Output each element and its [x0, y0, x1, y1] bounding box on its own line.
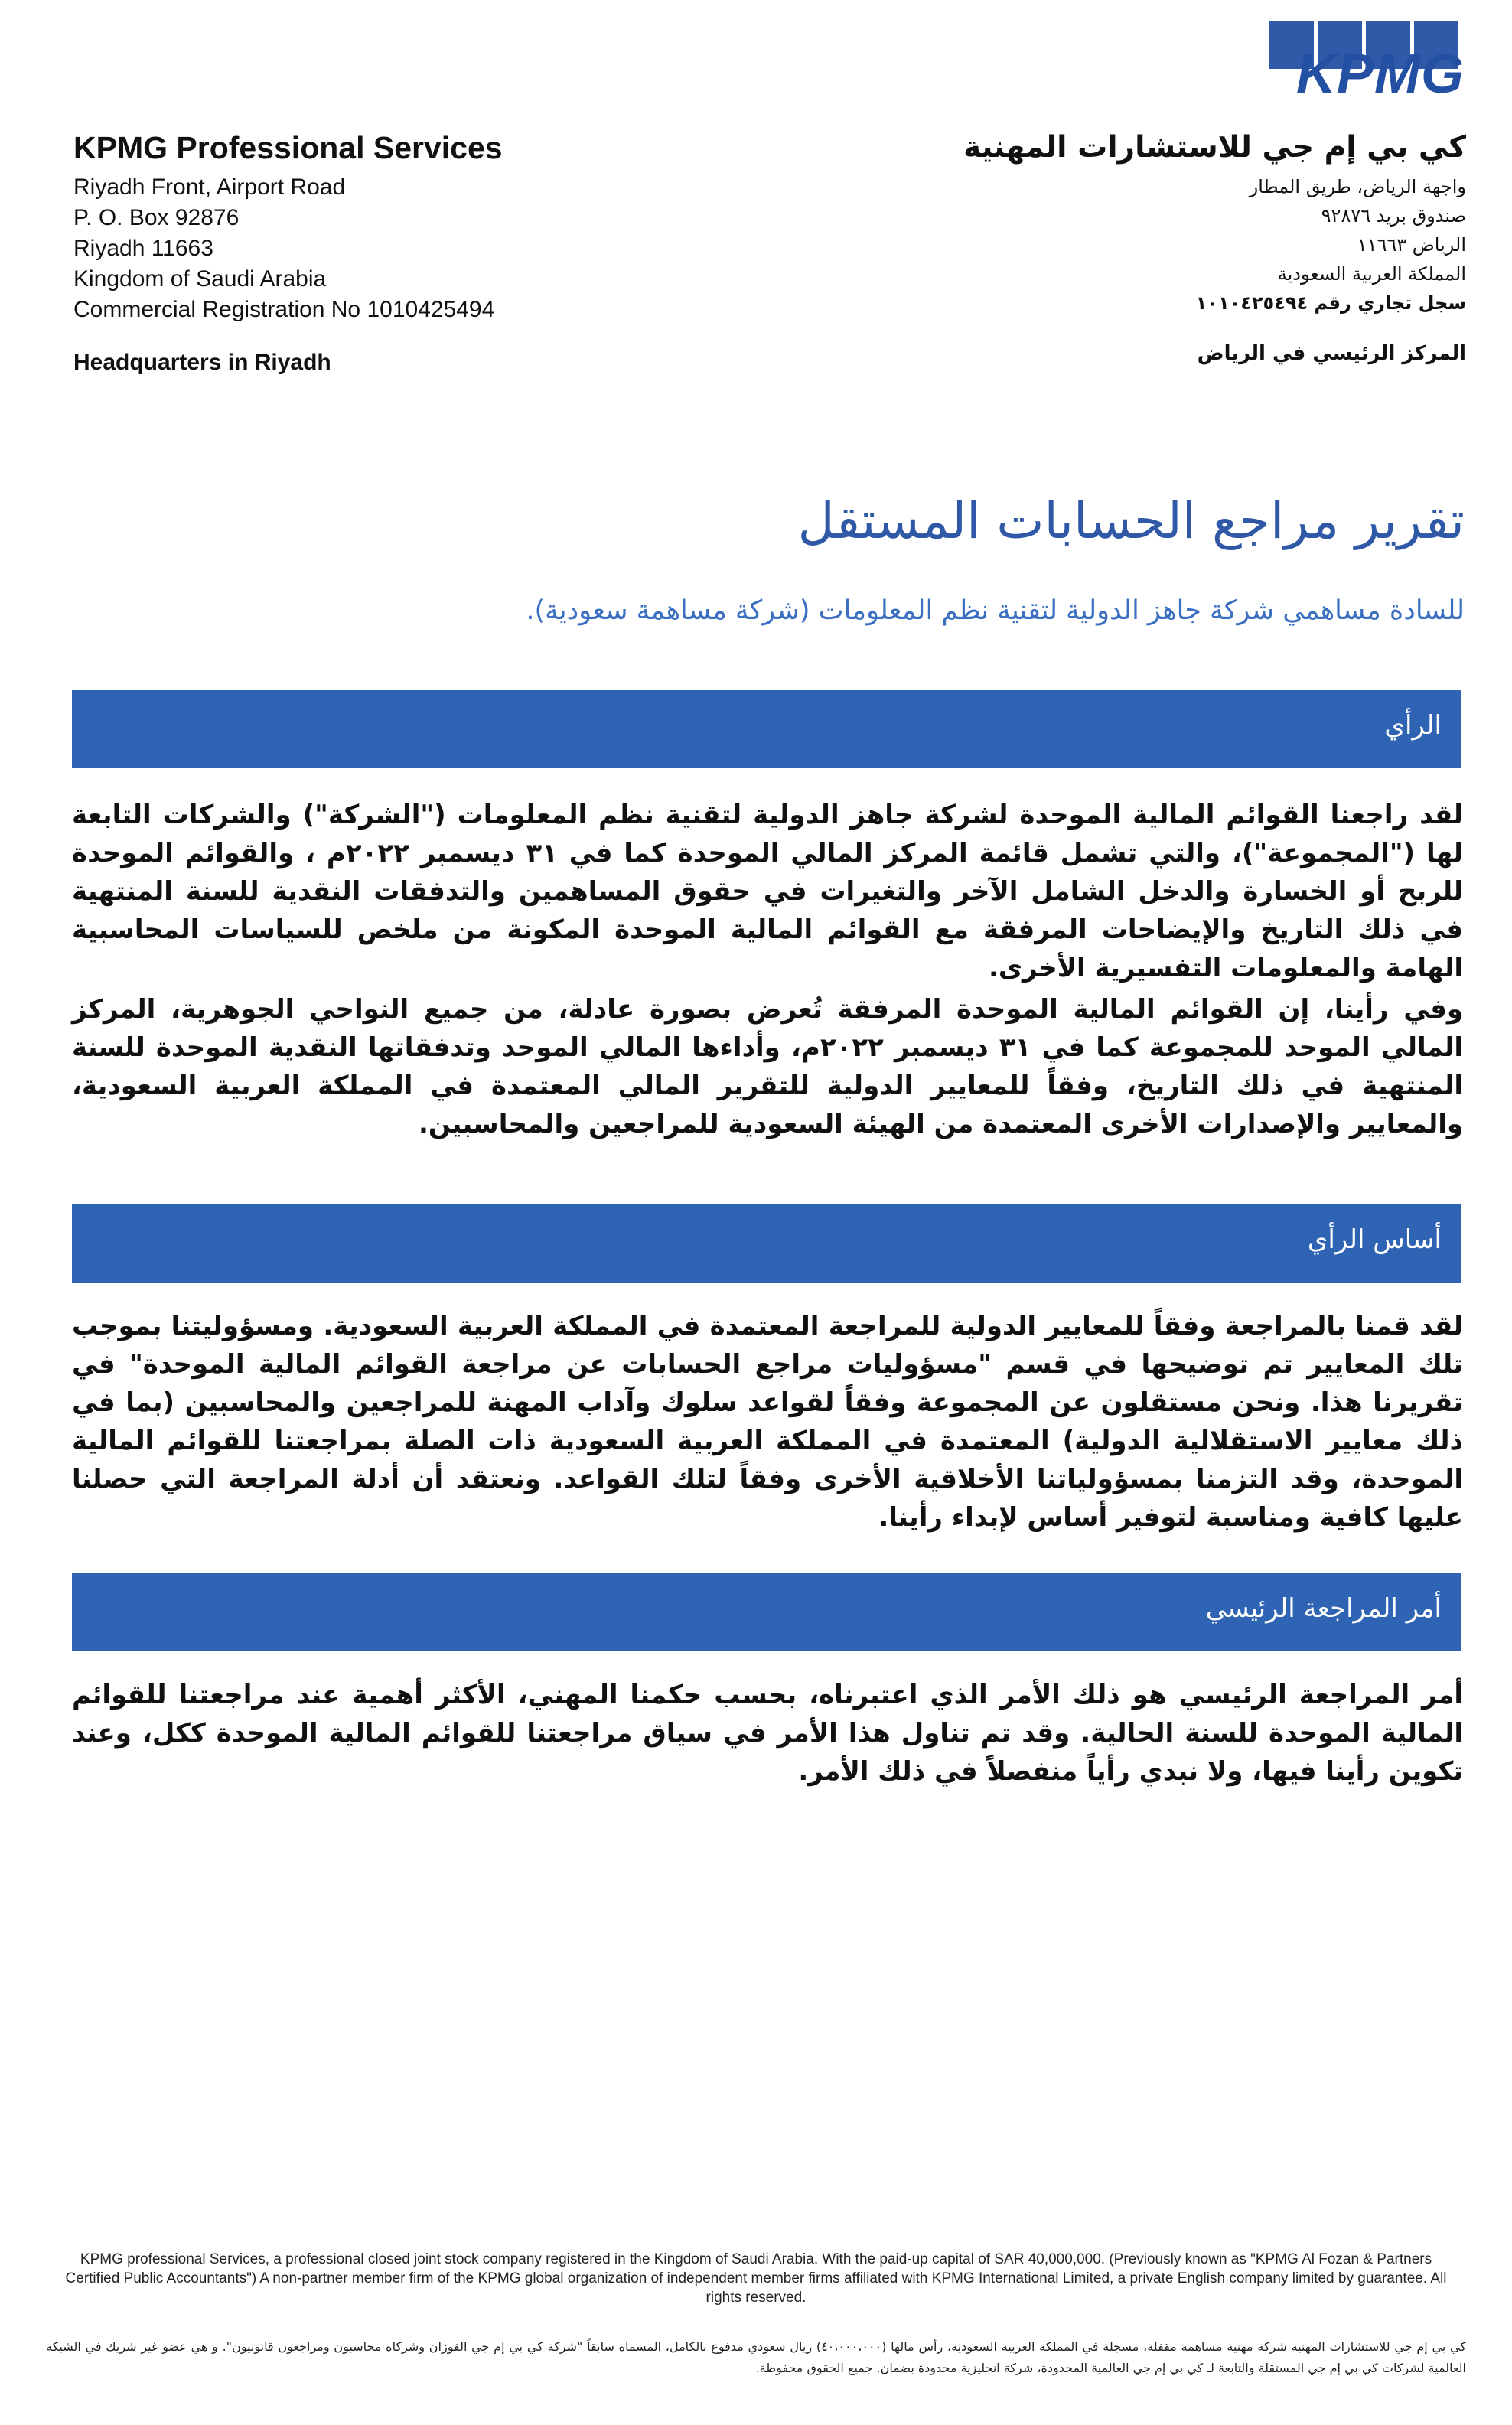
section-header-basis-for-opinion: [72, 1204, 1461, 1283]
english-address-line: P. O. Box 92876: [73, 205, 240, 230]
report-addressee: للسادة مساهمي شركة جاهز الدولية لتقنية نظم المعلومات (شركة مساهمة سعودية).: [526, 595, 1465, 626]
opinion-paragraph-2: وفي رأينا، إن القوائم المالية الموحدة المرفقة تُعرض بصورة عادلة، من جميع النواحي الجوهرية، المركز المالي الموحد للمجموعة كما في ٣١ ديسمبر ٢٠٢٢م، وأداءها المالي الموحد وتدفقاتها النقدية الموحدة للسنة المنتهية في ذلك التاريخ، وفقاً للمعايير الدولية للتقرير المالي المعتمدة في المملكة العربية السعودية، والمعايير والإصدارات الأخرى المعتمدة من الهيئة السعودية للمراجعين والمحاسبين.: [72, 994, 1463, 1139]
footer-arabic-disclaimer: كي بي إم جي للاستشارات المهنية شركة مهنية مساهمة مقفلة، مسجلة في المملكة العربية السعودية، رأس مالها (٤٠،٠٠٠،٠٠٠) ريال سعودي مدفوع بالكامل، المسماة سابقاً "شركة كي بي إم جي الفوزان وشركاه محاسبون ومراجعون قانونيون". و هي عضو غير شريك في الشبكة العالمية لشركات كي بي إم جي المستقلة والتابعة لـ كي بي إم جي العالمية المحدودة، شركة انجليزية محدودة بضمان. جميع الحقوق محفوظة.: [46, 2339, 1467, 2375]
arabic-address-line: الرياض ١١٦٦٣: [1357, 234, 1466, 256]
english-company-name: KPMG Professional Services: [73, 130, 503, 165]
kpmg-logo-text: KPMG: [1296, 44, 1465, 105]
english-letterhead: [73, 130, 503, 376]
arabic-address-line: صندوق بريد ٩٢٨٧٦: [1321, 205, 1466, 227]
section-heading: أساس الرأي: [1307, 1224, 1442, 1255]
section-header-opinion: [72, 690, 1461, 768]
arabic-company-name: كي بي إم جي للاستشارات المهنية: [963, 130, 1466, 165]
report-title: تقرير مراجع الحسابات المستقل: [797, 491, 1465, 550]
section-heading: الرأي: [1384, 710, 1442, 741]
english-address-line: Kingdom of Saudi Arabia: [73, 266, 327, 292]
arabic-address-line: واجهة الرياض، طريق المطار: [1249, 176, 1466, 197]
kpmg-logo: [1264, 17, 1465, 107]
arabic-commercial-registration: سجل تجاري رقم ١٠١٠٤٢٥٤٩٤: [1195, 292, 1466, 314]
arabic-letterhead: [963, 130, 1466, 365]
english-address-line: Riyadh Front, Airport Road: [73, 174, 346, 200]
section-heading: أمر المراجعة الرئيسي: [1205, 1593, 1442, 1624]
english-address-line: Riyadh 11663: [73, 236, 213, 261]
arabic-headquarters: المركز الرئيسي في الرياض: [1197, 342, 1466, 365]
english-commercial-registration: Commercial Registration No 1010425494: [73, 297, 495, 322]
opinion-paragraph-1: لقد راجعنا القوائم المالية الموحدة لشركة جاهز الدولية لتقنية نظم المعلومات ("الشركة") والشركات التابعة لها ("المجموعة")، والتي تشمل قائمة المركز المالي الموحدة كما في ٣١ ديسمبر ٢٠٢٢م ، والقوائم الموحدة للربح أو الخسارة والدخل الشامل الآخر والتغيرات في حقوق المساهمين والتدفقات النقدية للسنة المنتهية في ذلك التاريخ والإيضاحات المرفقة مع القوائم المالية الموحدة المكونة من ملخص للسياسات المحاسبية الهامة والمعلومات التفسيرية الأخرى.: [72, 800, 1463, 983]
key-audit-matter-paragraph: أمر المراجعة الرئيسي هو ذلك الأمر الذي اعتبرناه، بحسب حكمنا المهني، الأكثر أهمية عند مراجعتنا للقوائم المالية الموحدة للسنة الحالية. وقد تم تناول هذا الأمر في سياق مراجعتنا للقوائم المالية الموحدة ككل، وعند تكوين رأينا فيها، ولا نبدي رأياً منفصلاً في ذلك الأمر.: [72, 1680, 1463, 1787]
basis-for-opinion-paragraph: لقد قمنا بالمراجعة وفقاً للمعايير الدولية للمراجعة المعتمدة في المملكة العربية السعودية. ومسؤوليتنا بموجب تلك المعايير تم توضيحها في قسم "مسؤوليات مراجع الحسابات عن مراجعة القوائم المالية الموحدة" في تقريرنا هذا. ونحن مستقلون عن المجموعة وفقاً لقواعد سلوك وآداب المهنة للمراجعين والمحاسبين (بما في ذلك معايير الاستقلالية الدولية) المعتمدة في المملكة العربية السعودية ذات الصلة بمراجعتنا للقوائم المالية الموحدة، وقد التزمنا بمسؤولياتنا الأخلاقية الأخرى وفقاً لتلك القواعد. ونعتقد أن أدلة المراجعة التي حصلنا عليها كافية ومناسبة لتوفير أساس لإبداء رأينا.: [72, 1311, 1463, 1533]
footer-english-disclaimer: KPMG professional Services, a professional closed joint stock company registered in the Kingdom of Saudi Arabia. With the paid-up capital of SAR 40,000,000. (Previously known as "KPMG Al Fozan & Partners Certified Public Accountants") A non-partner member firm of the KPMG global organization of independent member firms affiliated with KPMG International Limited, a private English company limited by guarantee. All rights reserved.: [65, 2251, 1447, 2306]
english-headquarters: Headquarters in Riyadh: [73, 350, 331, 375]
section-header-key-audit-matter: [72, 1573, 1461, 1651]
arabic-address-line: المملكة العربية السعودية: [1277, 263, 1466, 285]
